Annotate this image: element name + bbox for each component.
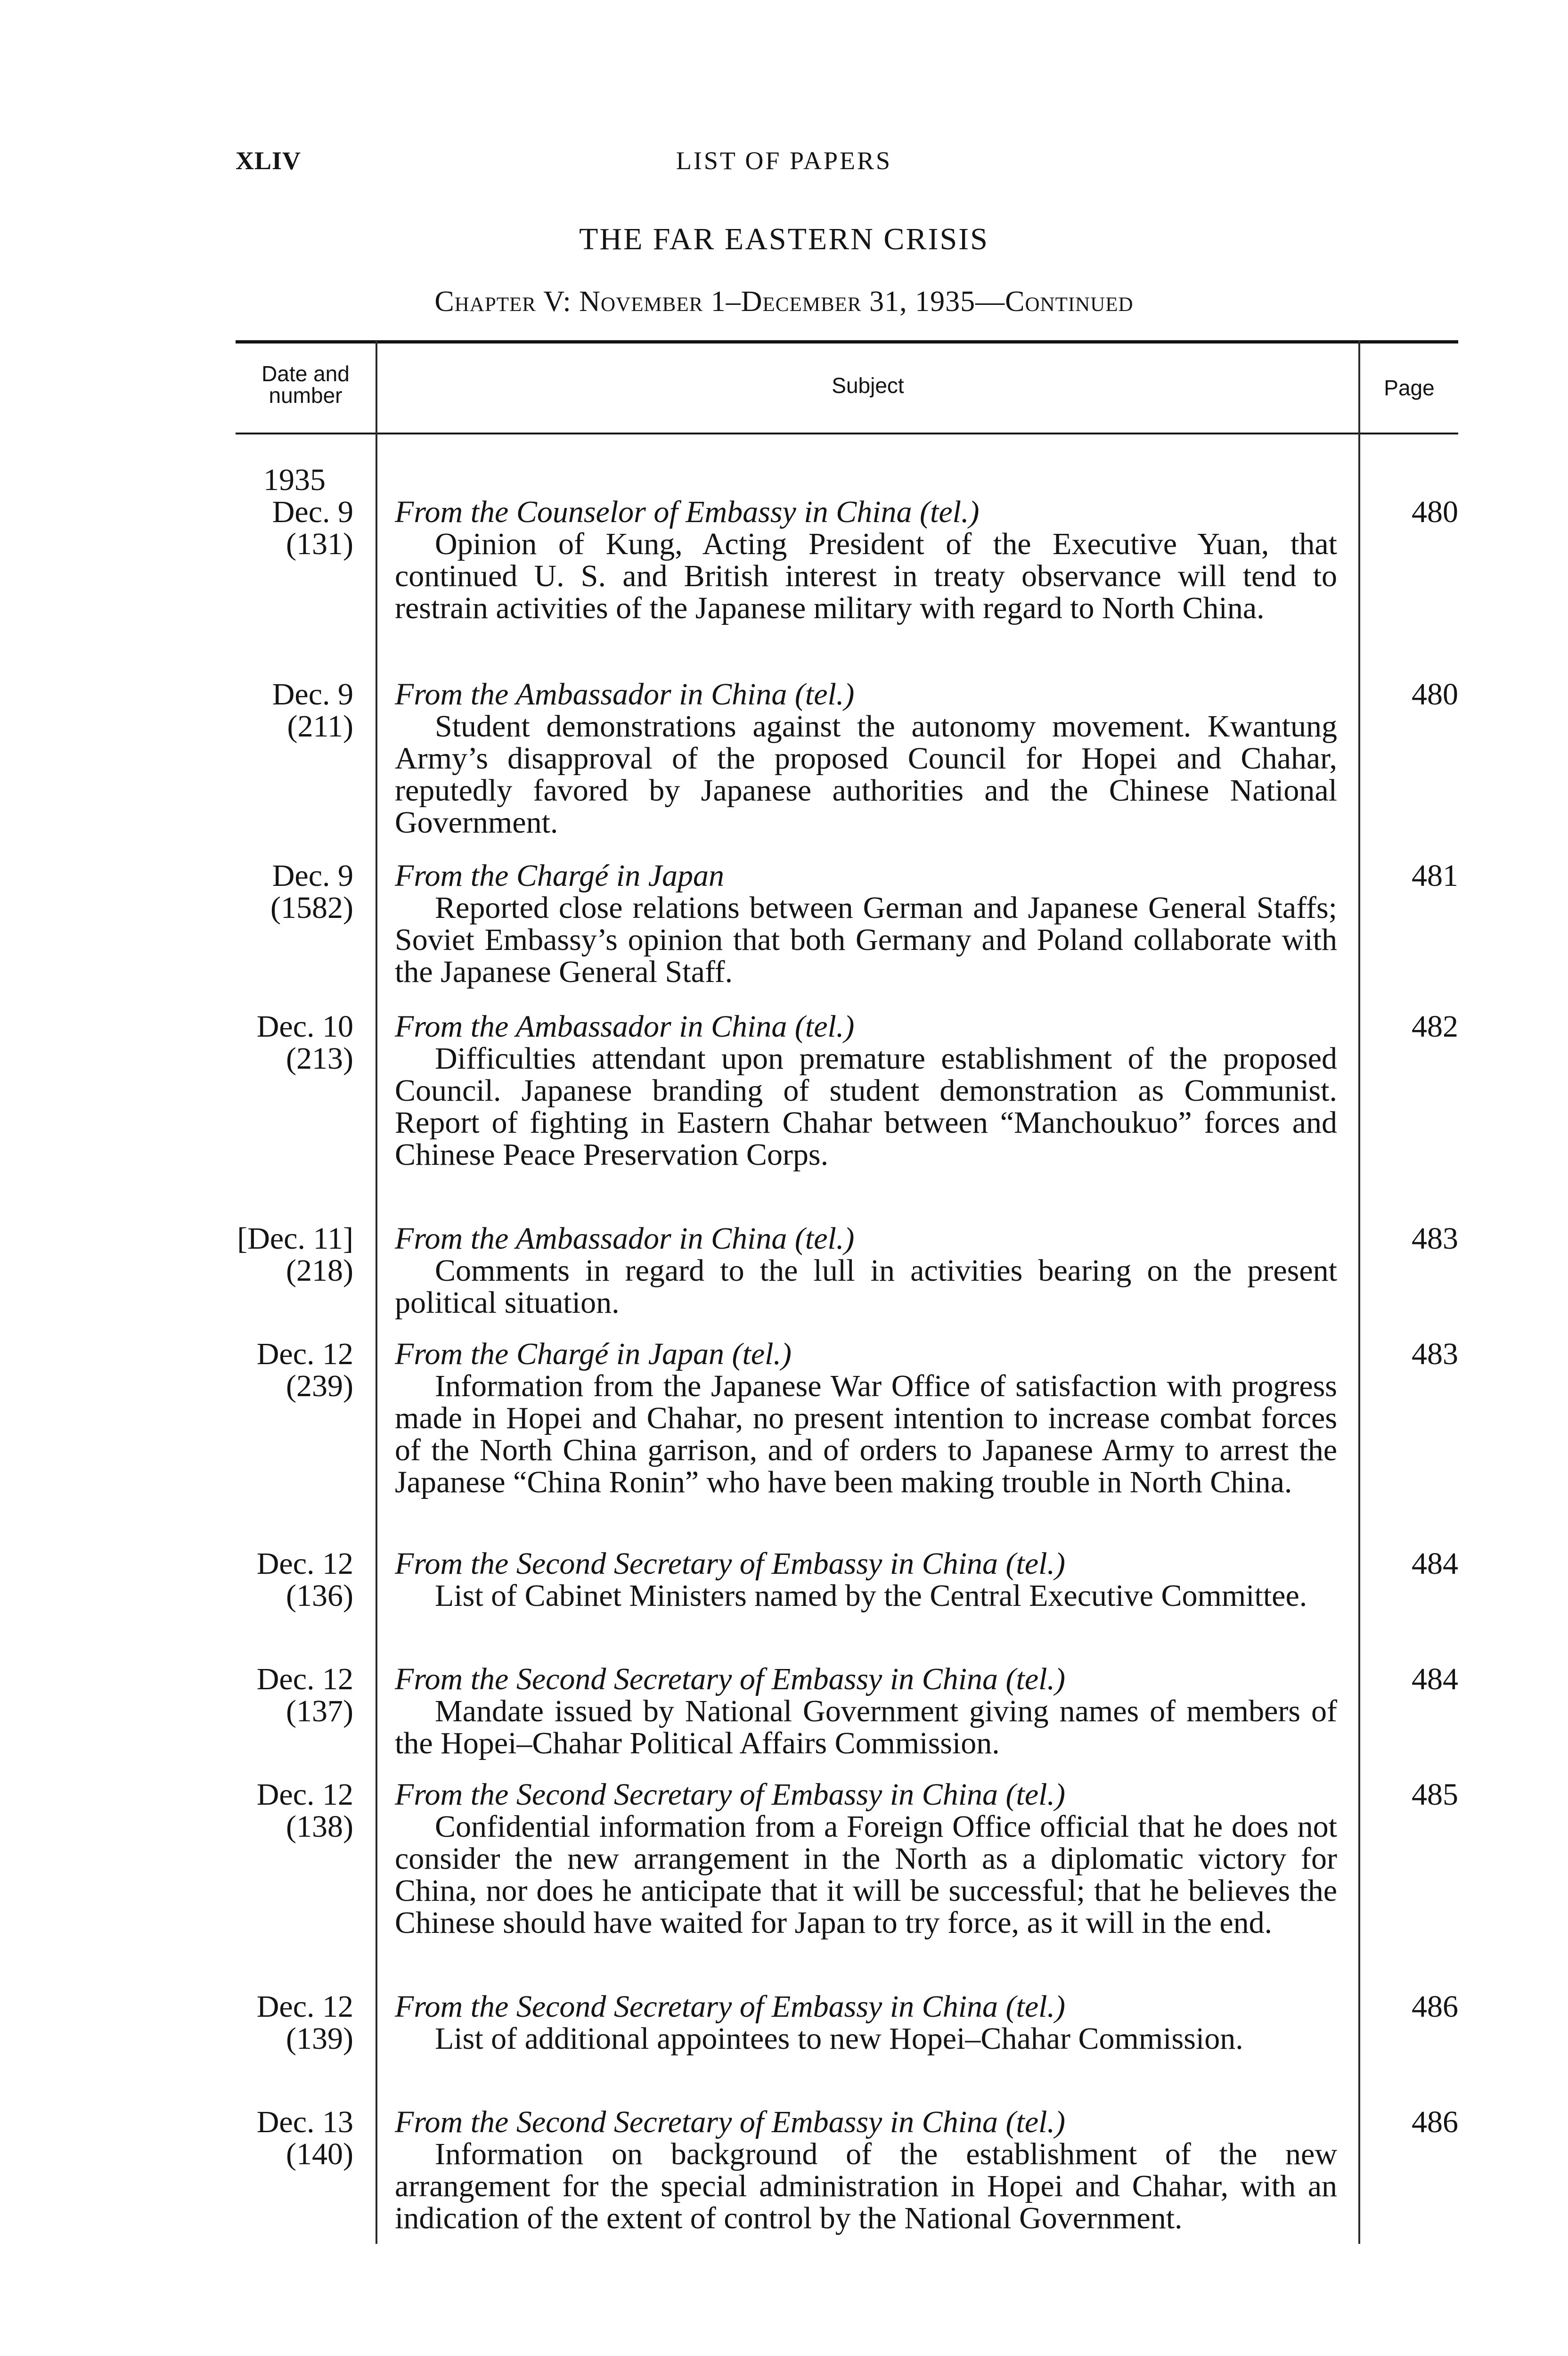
entry-date-cell [236, 1779, 353, 1843]
entry-page: 486 [1412, 1989, 1458, 2024]
entry-number: (131) [286, 527, 353, 561]
entry-date: Dec. 12 [256, 1546, 353, 1581]
entry-date: Dec. 9 [272, 495, 353, 529]
entry-number: (213) [286, 1041, 353, 1076]
entry-date: Dec. 13 [256, 2105, 353, 2139]
entry-number: (1582) [270, 891, 353, 925]
entry-number: (218) [286, 1253, 353, 1288]
entry-date: Dec. 9 [272, 677, 353, 712]
entry-from: From the Second Secretary of Embassy in China (tel.) [395, 1777, 1065, 1812]
entry-subject [395, 1223, 1337, 1319]
entry-number: (140) [286, 2137, 353, 2171]
entry-date-cell [236, 1548, 353, 1612]
chapter-heading [0, 285, 1568, 319]
entry-description: Reported close relations between German and Japanese General Staffs; Soviet Embassy’s opinion that both Germany and Poland collaborate with the Japanese General Staff. [395, 891, 1337, 989]
column-header-page: Page [1384, 376, 1435, 400]
entry-subject [395, 1991, 1337, 2055]
entry-page: 480 [1412, 677, 1458, 712]
entry-date-cell [236, 1011, 353, 1075]
entry-date: Dec. 12 [256, 1662, 353, 1696]
entry-date: Dec. 10 [256, 1009, 353, 1044]
column-header-subject: Subject [832, 373, 904, 398]
entry-description: List of additional appointees to new Hopei–Chahar Commission. [435, 2021, 1243, 2056]
entry-description: Opinion of Kung, Acting President of the Executive Yuan, that continued U. S. and British interest in treaty observance will tend to restrain activities of the Japanese military with regard to North China. [395, 527, 1337, 625]
entry-page: 484 [1412, 1546, 1458, 1581]
entry-description: Difficulties attendant upon premature establishment of the proposed Council. Japanese branding of student demonstration as Communist. Report of fighting in Eastern Chahar between “Manchoukuo” forces and Chinese Peace Preservation Corps. [395, 1041, 1337, 1172]
entry-subject [395, 679, 1337, 839]
entry-page: 482 [1412, 1009, 1458, 1044]
entry-date: Dec. 12 [256, 1777, 353, 1812]
entry-subject [395, 496, 1337, 624]
entry-page: 481 [1412, 859, 1458, 893]
column-divider-left [376, 340, 377, 2244]
entry-from: From the Second Secretary of Embassy in China (tel.) [395, 1546, 1065, 1581]
entry-page: 483 [1412, 1337, 1458, 1371]
entry-number: (138) [286, 1809, 353, 1844]
entry-subject [395, 860, 1337, 988]
entry-from: From the Ambassador in China (tel.) [395, 1009, 855, 1044]
entry-number: (139) [286, 2021, 353, 2056]
entry-date-cell [236, 464, 353, 560]
section-title: THE FAR EASTERN CRISIS [579, 222, 989, 256]
entry-number: (239) [286, 1369, 353, 1403]
entry-description: List of Cabinet Ministers named by the Central Executive Committee. [435, 1579, 1307, 1613]
entry-date-cell [236, 1338, 353, 1402]
entry-date-cell [236, 2106, 353, 2170]
entry-description: Information from the Japanese War Office of satisfaction with progress made in Hopei and Chahar, no present intention to increase combat forces of the North China garrison, and of orders to Japanese Army to arrest the Japanese “China Ronin” who have been making trouble in North China. [395, 1369, 1337, 1499]
entry-date-cell [236, 1991, 353, 2055]
entry-number: (211) [287, 709, 353, 744]
entry-description: Mandate issued by National Government giving names of members of the Hopei–Chahar Political Affairs Commission. [395, 1694, 1337, 1760]
entry-page: 486 [1412, 2105, 1458, 2139]
entry-subject [395, 1663, 1337, 1759]
entry-date-cell [236, 1663, 353, 1727]
entry-date: [Dec. 11] [237, 1221, 353, 1256]
page-number: XLIV [236, 147, 302, 175]
column-header-date: Date and number [261, 361, 350, 408]
entry-from: From the Second Secretary of Embassy in China (tel.) [395, 2105, 1065, 2139]
entry-number: (136) [286, 1579, 353, 1613]
entry-from: From the Counselor of Embassy in China (tel.) [395, 495, 980, 529]
entry-page: 483 [1412, 1221, 1458, 1256]
entry-from: From the Second Secretary of Embassy in China (tel.) [395, 1989, 1065, 2024]
entry-description: Comments in regard to the lull in activities bearing on the present political situation. [395, 1253, 1337, 1320]
entry-date: Dec. 12 [256, 1337, 353, 1371]
entry-page: 480 [1412, 495, 1458, 529]
entry-description: Information on background of the establishment of the new arrangement for the special administration in Hopei and Chahar, with an indication of the extent of control by the National Government. [395, 2137, 1337, 2235]
entry-subject [395, 1779, 1337, 1939]
entry-date-cell [236, 1223, 353, 1287]
entry-date: Dec. 9 [272, 859, 353, 893]
entry-from: From the Ambassador in China (tel.) [395, 1221, 855, 1256]
entry-subject [395, 1011, 1337, 1171]
entry-from: From the Ambassador in China (tel.) [395, 677, 855, 712]
entry-number: (137) [286, 1694, 353, 1728]
entry-subject [395, 1338, 1337, 1498]
entry-date: Dec. 12 [256, 1989, 353, 2024]
entry-from: From the Second Secretary of Embassy in China (tel.) [395, 1662, 1065, 1696]
entry-from: From the Chargé in Japan [395, 859, 725, 893]
column-divider-right [1358, 340, 1360, 2244]
year-label: 1935 [263, 463, 326, 497]
entry-page: 485 [1412, 1777, 1458, 1812]
header-rule [236, 433, 1458, 434]
entry-date-cell [236, 860, 353, 924]
entry-description: Confidential information from a Foreign Office official that he does not consider the new arrangement in the North as a diplomatic victory for China, nor does he anticipate that it will be successful; that he believes the Chinese should have waited for Japan to try force, as it will in the end. [395, 1809, 1337, 1940]
table-top-rule [236, 340, 1458, 344]
running-head: LIST OF PAPERS [676, 147, 892, 175]
entry-description: Student demonstrations against the autonomy movement. Kwantung Army’s disapproval of the proposed Council for Hopei and Chahar, reputedly favored by Japanese authorities and the Chinese National Government. [395, 709, 1337, 840]
entry-from: From the Chargé in Japan (tel.) [395, 1337, 792, 1371]
entry-page: 484 [1412, 1662, 1458, 1696]
chapter-heading-text: Chapter V: November 1–December 31, 1935—Continued [434, 286, 1134, 318]
entry-subject [395, 1548, 1337, 1612]
entry-date-cell [236, 679, 353, 743]
entry-subject [395, 2106, 1337, 2234]
